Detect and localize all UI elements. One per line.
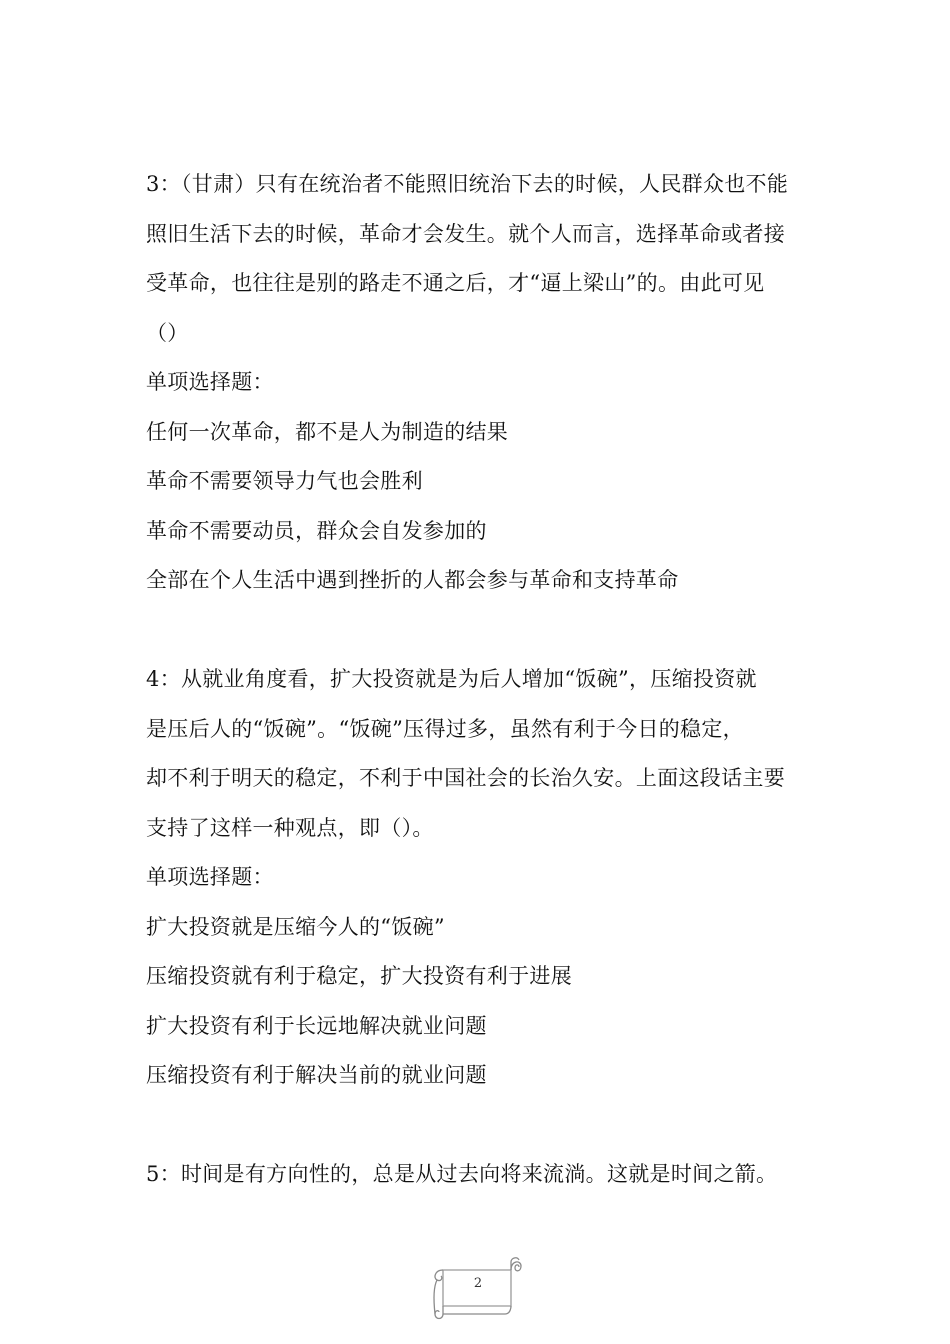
answer-option-d: 压缩投资有利于解决当前的就业问题 [146,1063,487,1087]
question-text-line: 3：（甘肃）只有在统治者不能照旧统治下去的时候，人民群众也不能 [146,172,789,196]
question-spacer [146,1101,814,1151]
question-text-line: 受革命，也往往是别的路走不通之后，才“逼上梁山”的。由此可见 [146,271,765,295]
document-content [146,160,814,1200]
answer-option-d: 全部在个人生活中遇到挫折的人都会参与革命和支持革命 [146,568,679,592]
question-text-line: 却不利于明天的稳定，不利于中国社会的长治久安。上面这段话主要 [146,766,785,790]
question-text-line: 4：从就业角度看，扩大投资就是为后人增加“饭碗”，压缩投资就 [146,667,757,691]
question-text-line: 照旧生活下去的时候，革命才会发生。就个人而言，选择革命或者接 [146,221,785,246]
question-text-line: （） [146,320,189,345]
question-spacer [146,606,814,656]
answer-option-c: 扩大投资有利于长远地解决就业问题 [146,1013,487,1038]
answer-option-a: 任何一次革命，都不是人为制造的结果 [146,419,509,444]
answer-option-a: 扩大投资就是压缩今人的“饭碗” [146,914,445,939]
answer-option-c: 革命不需要动员，群众会自发参加的 [146,518,487,543]
question-type-label: 单项选择题： [146,370,274,394]
answer-option-b: 压缩投资就有利于稳定，扩大投资有利于进展 [146,964,572,988]
question-5 [146,1150,814,1200]
question-text-line: 是压后人的“饭碗”。“饭碗”压得过多，虽然有利于今日的稳定， [146,716,744,741]
answer-option-b: 革命不需要领导力气也会胜利 [146,469,423,493]
question-4 [146,655,814,1101]
page-number: 2 [473,1276,483,1291]
page-footer [431,1252,521,1322]
question-3 [146,160,814,606]
question-type-label: 单项选择题： [146,865,274,889]
question-text-line: 5：时间是有方向性的，总是从过去向将来流淌。这就是时间之箭。 [146,1162,778,1186]
question-text-line: 支持了这样一种观点，即（）。 [146,815,434,840]
